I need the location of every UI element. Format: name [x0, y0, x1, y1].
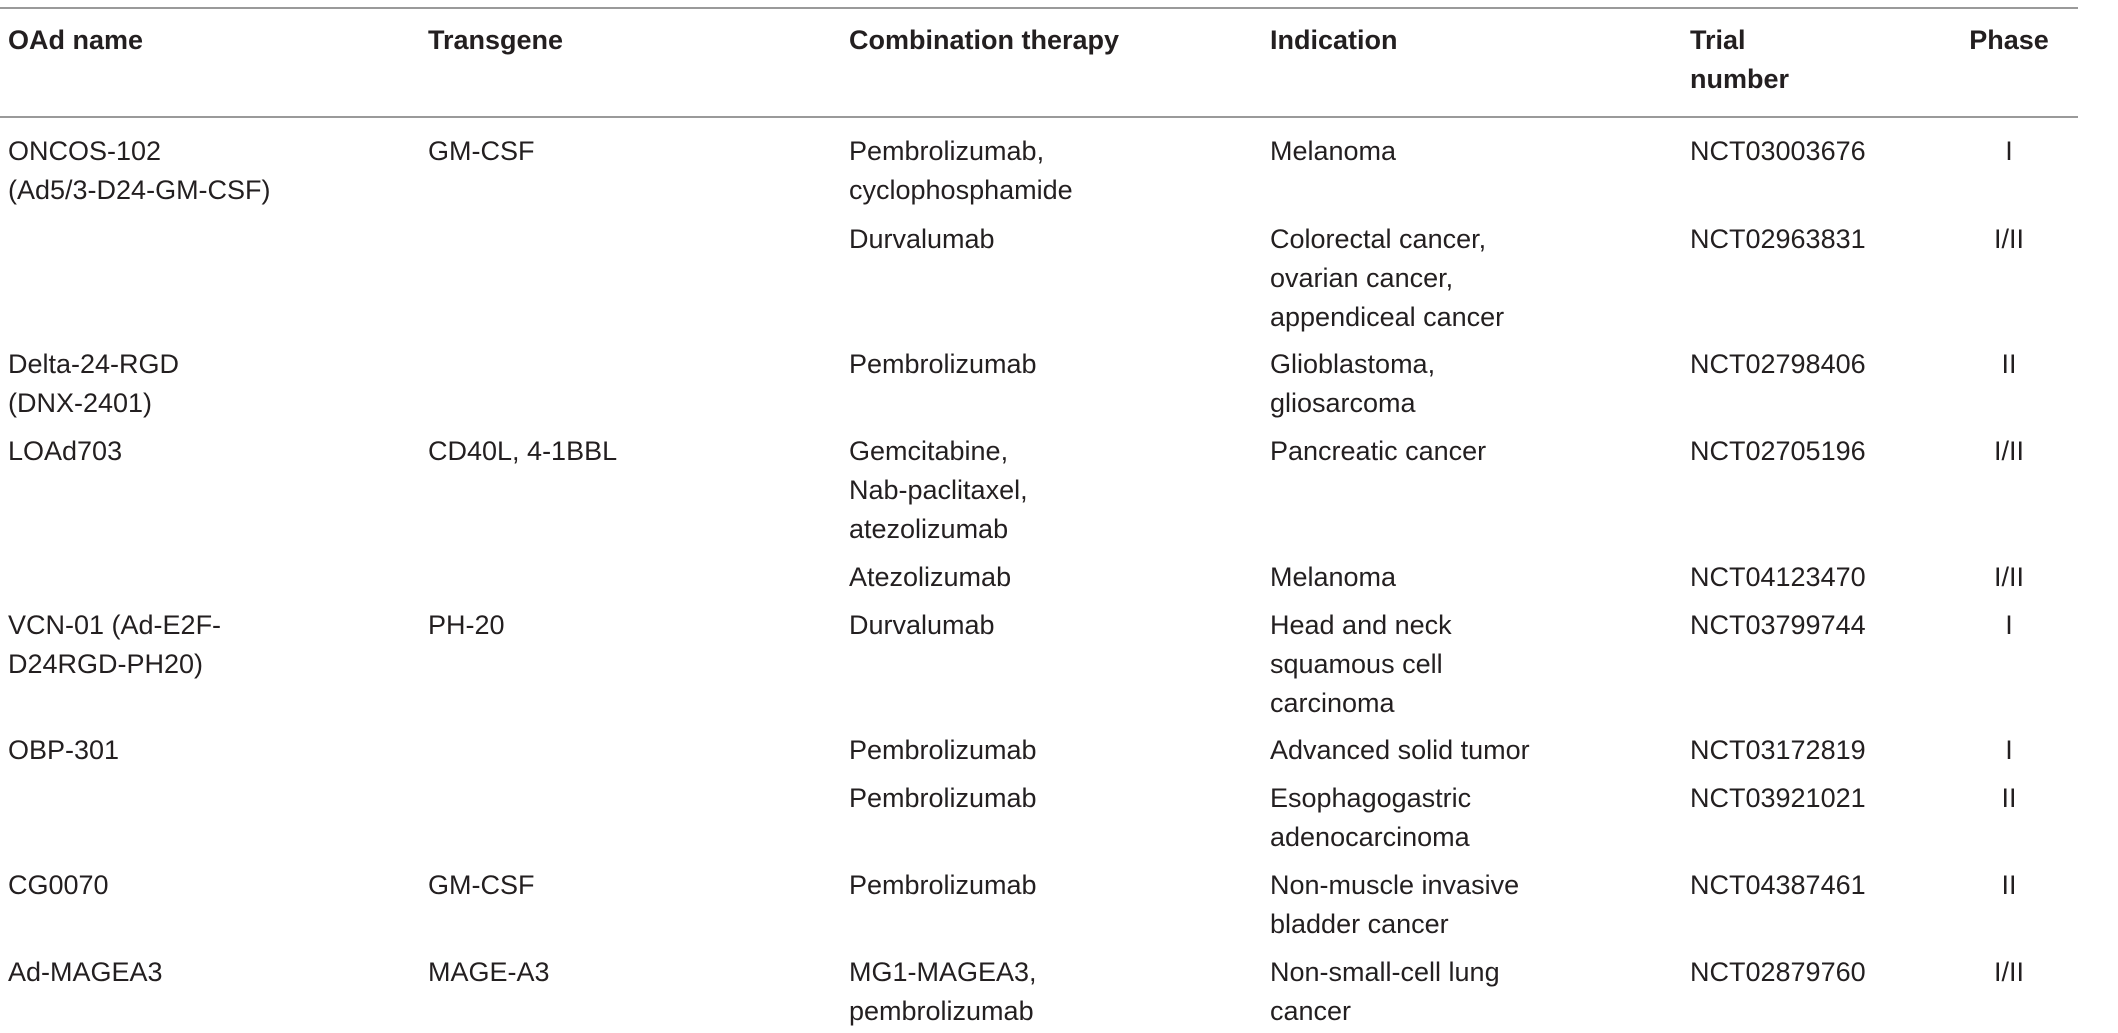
cell-indication: Melanoma	[1270, 136, 1397, 166]
cell-indication: Head and neck squamous cell carcinoma	[1270, 610, 1452, 718]
header-oad-name: OAd name	[8, 25, 144, 55]
cell-trial-number: NCT03172819	[1690, 735, 1866, 765]
cell-trial-number: NCT02963831	[1690, 224, 1866, 254]
cell-combination-therapy: Pembrolizumab	[849, 783, 1037, 813]
cell-combination-therapy: Pembrolizumab	[849, 735, 1037, 765]
cell-oad-name: Ad-MAGEA3	[8, 957, 163, 987]
cell-transgene: GM-CSF	[428, 136, 535, 166]
cell-phase: I	[2005, 136, 2013, 166]
cell-trial-number: NCT03921021	[1690, 783, 1866, 813]
cell-combination-therapy: Atezolizumab	[849, 562, 1012, 592]
cell-indication: Non-muscle invasive bladder cancer	[1270, 870, 1520, 939]
cell-transgene: GM-CSF	[428, 870, 535, 900]
cell-phase: II	[2001, 870, 2017, 900]
cell-oad-name: LOAd703	[8, 436, 123, 466]
header-indication: Indication	[1270, 25, 1398, 55]
cell-phase: I	[2005, 610, 2013, 640]
header-transgene: Transgene	[428, 25, 564, 55]
cell-phase: II	[2001, 783, 2017, 813]
header-trial-number: Trial number	[1690, 25, 1790, 94]
cell-indication: Esophagogastric adenocarcinoma	[1270, 783, 1472, 852]
cell-combination-therapy: Pembrolizumab, cyclophosphamide	[849, 136, 1073, 205]
cell-indication: Pancreatic cancer	[1270, 436, 1487, 466]
cell-indication: Non-small-cell lung cancer	[1270, 957, 1500, 1026]
header-phase: Phase	[1969, 25, 2049, 55]
cell-phase: I/II	[1993, 224, 2024, 254]
cell-trial-number: NCT03003676	[1690, 136, 1866, 166]
cell-indication: Glioblastoma, gliosarcoma	[1270, 349, 1436, 418]
cell-oad-name: ONCOS-102 (Ad5/3-D24-GM-CSF)	[8, 136, 271, 205]
table-top-rule	[0, 7, 2078, 9]
cell-oad-name: Delta-24-RGD (DNX-2401)	[8, 349, 180, 418]
cell-combination-therapy: Durvalumab	[849, 610, 995, 640]
cell-transgene: CD40L, 4-1BBL	[428, 436, 618, 466]
cell-oad-name: OBP-301	[8, 735, 120, 765]
cell-indication: Melanoma	[1270, 562, 1397, 592]
header-rule	[0, 116, 2078, 118]
cell-trial-number: NCT03799744	[1690, 610, 1866, 640]
cell-combination-therapy: Pembrolizumab	[849, 349, 1037, 379]
cell-indication: Colorectal cancer, ovarian cancer, appendiceal cancer	[1270, 224, 1505, 332]
cell-trial-number: NCT02798406	[1690, 349, 1866, 379]
cell-combination-therapy: Pembrolizumab	[849, 870, 1037, 900]
cell-combination-therapy: Durvalumab	[849, 224, 995, 254]
cell-trial-number: NCT02705196	[1690, 436, 1866, 466]
cell-trial-number: NCT04387461	[1690, 870, 1866, 900]
cell-transgene: PH-20	[428, 610, 505, 640]
cell-phase: I/II	[1993, 562, 2024, 592]
cell-trial-number: NCT02879760	[1690, 957, 1866, 987]
cell-oad-name: CG0070	[8, 870, 109, 900]
cell-phase: I/II	[1993, 436, 2024, 466]
header-combination-therapy: Combination therapy	[849, 25, 1120, 55]
cell-trial-number: NCT04123470	[1690, 562, 1866, 592]
cell-phase: I/II	[1993, 957, 2024, 987]
cell-transgene: MAGE-A3	[428, 957, 550, 987]
cell-oad-name: VCN-01 (Ad-E2F- D24RGD-PH20)	[8, 610, 222, 679]
cell-combination-therapy: MG1-MAGEA3, pembrolizumab	[849, 957, 1037, 1026]
cell-combination-therapy: Gemcitabine, Nab-paclitaxel, atezolizumab	[849, 436, 1028, 544]
cell-phase: II	[2001, 349, 2017, 379]
cell-phase: I	[2005, 735, 2013, 765]
cell-indication: Advanced solid tumor	[1270, 735, 1530, 765]
